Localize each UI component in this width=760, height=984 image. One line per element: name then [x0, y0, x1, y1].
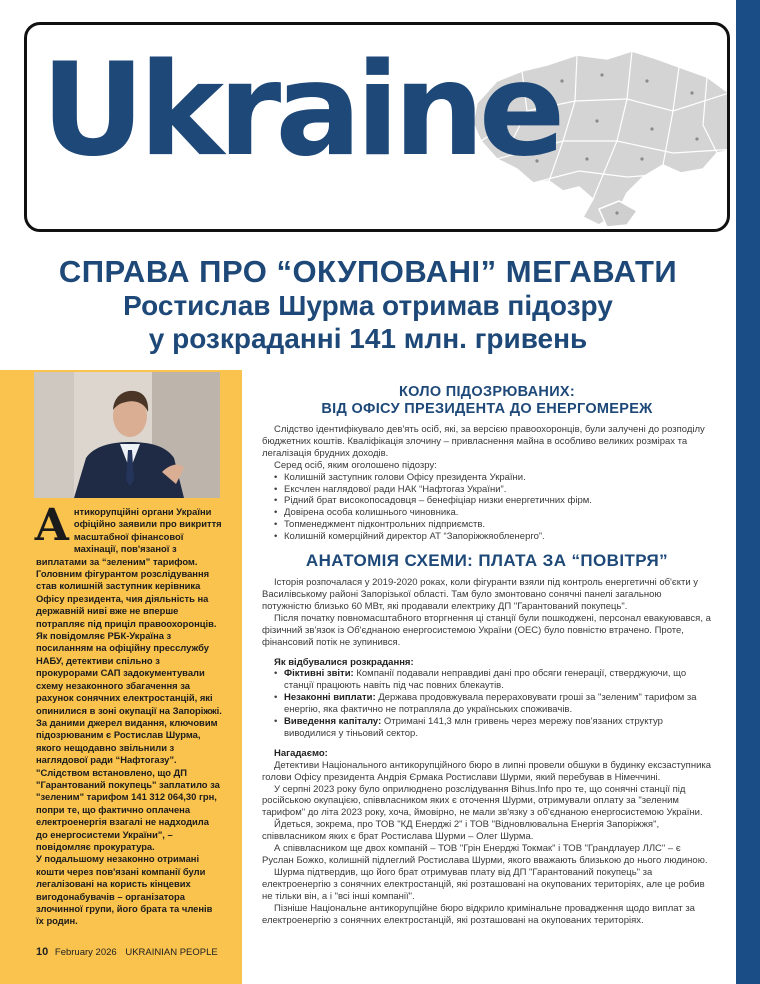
list-item-label: Незаконні виплати:	[284, 692, 376, 704]
list-item-label: Фіктивні звіти:	[284, 668, 354, 680]
paragraph: А співвласником ще двох компаній – ТОВ "Грін Енерджі Токмак" і ТОВ "Грандлауер ЛЛС" – є Руслан Божко, колишній підлеглий Ростислава Шурми, якого вважають близькою до нього людиною.	[262, 843, 708, 866]
portrait-image	[34, 372, 220, 498]
paragraph: Історія розпочалася у 2019-2020 роках, коли фігуранти взяли під контроль енергетичні об'єкти у Василівському районі Запорізької області. Там було змонтовано сонячні панелі загальною потужністю близько 60 МВт, які продавали електрику ДП "Гарантований покупець".	[262, 577, 699, 612]
page-footer	[36, 946, 218, 958]
paragraph: Пізніше Національне антикорупційне бюро відкрило кримінальне провадження щодо виплат за електроенергію з сонячних електростанцій, які розташовані на окупованих територіях.	[262, 902, 695, 926]
masthead-title: Ukraine	[41, 36, 560, 185]
sidebar-paragraph: Як повідомляє РБК-Україна з посиланням на офіційну пресслужбу НАБУ, детективи спільно з прокурорами САП задокументували схему незаконного збагачення за рахунок сонячних електростанцій, які опинилися в зоні окупації на Запоріжжі. За даними джерел видання, ключовим підозрюваним є Ростислав Шурма, якого нещодавно звільнили з наглядової ради “Нафтогазу”.	[36, 630, 222, 766]
headline-main: СПРАВА ПРО “ОКУПОВАНІ” МЕГАВАТИ	[58, 254, 678, 289]
list-item-label: Виведення капіталу:	[284, 716, 382, 728]
suspects-list	[262, 472, 712, 543]
sidebar-paragraph: У подальшому незаконно отримані кошти через пов'язані компанії були легалізовані на користь кінцевих вигодонабувачів – організатора злочинної групи, його брата та членів їх родин.	[36, 853, 213, 927]
main-article	[262, 384, 712, 926]
sidebar-article	[34, 500, 222, 928]
list-item: • Рідний брат високопосадовця – бенефіціар низки енергетичних фірм.	[274, 495, 712, 507]
sidebar-paragraph: "Слідством встановлено, що ДП "Гарантований покупець" заплатило за "зеленим" тарифом 141 312 064,30 грн, попри те, що фактично оплачена електроенергія взагалі не надходила до енергосистеми України", – повідомляє прокуратура.	[36, 766, 220, 852]
list-item: • Довірена особа колишнього чиновника.	[274, 507, 712, 519]
sidebar-text: нтикорупційні органи України офіційно заявили про викриття масштабної фінансової махінації, пов'язаної з виплатами за “зеленим” тарифом. Головним фігурантом розслідування став колишній заступник керівника Офісу президента, чия діяльність на державній ниві вже не вперше потрапляє під приціл правоохоронців.	[36, 506, 222, 629]
paragraph: Слідство ідентифікувало дев'ять осіб, які, за версією правоохоронців, були залучені до розподілу бюджетних коштів. Кваліфікація злочину – привласнення майна в особливо великих розмірах та легалізація брудних доходів.	[262, 424, 705, 459]
sidebar-paragraph	[34, 500, 222, 630]
sub-heading: Нагадаємо:	[274, 747, 328, 759]
paragraph: Після початку повномасштабного вторгнення ці станції були пошкоджені, персонал евакуювався, а фізичний зв'язок із Об'єднаною енергосистемою України (ОЕС) було повністю втрачено. Проте, фінансовий потік не зупинився.	[262, 612, 711, 648]
list-item	[262, 692, 712, 716]
sub-heading: Як відбувалися розкрадання:	[274, 656, 414, 668]
list-item: • Топменеджмент підконтрольних підприємств.	[274, 519, 712, 531]
headline-sub-2: у розкраданні 141 млн. гривень	[148, 323, 588, 354]
right-edge-bar	[736, 0, 760, 984]
list-item-text: Компанії подавали неправдиві дані про обсяги генерації, стверджуючи, що станції працюють навіть під час повних блекаутів.	[284, 668, 687, 692]
section-title: АНАТОМІЯ СХЕМИ: ПЛАТА ЗА “ПОВІТРЯ”	[305, 551, 669, 571]
drop-cap: А	[34, 500, 70, 551]
list-item-text: Отримані 141,3 млн гривень через мережу пов'язаних структур виводилися у тіньовий сектор.	[284, 716, 663, 739]
list-item	[262, 668, 712, 692]
page-number: 10	[36, 946, 49, 958]
portrait-photo	[34, 372, 220, 498]
masthead-box	[24, 22, 730, 232]
list-item: • Колишній заступник голови Офісу президента України.	[274, 472, 712, 484]
list-item	[262, 716, 712, 740]
list-item: • Ексчлен наглядової ради НАК “Нафтогаз України”.	[274, 484, 712, 496]
paragraph: Шурма підтвердив, що його брат отримував плату від ДП "Гарантований покупець" за електроенергію з сонячних електростанцій, які розташовані на окупованих територіях, але це робив не тільки він, а і "всі інші компанії".	[262, 866, 705, 902]
section-title-line: КОЛО ПІДОЗРЮВАНИХ:	[398, 384, 576, 400]
paragraph: У серпні 2023 року було оприлюднено розслідування Bihus.Info про те, що сонячні станції під російською окупацією, співвласником яких є оточення Шурми, отримували оплату за "зеленим тарифом" до літа 2023 року, хоча, ймовірно, не мали зв'язку з об'єднаною енергосистемою України.	[262, 783, 703, 819]
section-title-line: ВІД ОФІСУ ПРЕЗИДЕНТА ДО ЕНЕРГОМЕРЕЖ	[321, 401, 653, 417]
paragraph: Детективи Національного антикорупційного бюро в липні провели обшуки в будинку ексзаступника голови Офісу президента Андрія Єрмака Ростислави Шурми, який перебував в Німеччині.	[262, 759, 712, 783]
issue-date: February 2026	[54, 947, 117, 958]
magazine-name: UKRAINIAN PEOPLE	[125, 947, 218, 958]
list-item-text: Держава продовжувала перераховувати гроші за "зеленим" тарифом за енергію, яка фактично не потрапляла до українських споживачів.	[284, 692, 697, 716]
list-intro: Серед осіб, яким оголошено підозру:	[274, 459, 437, 471]
paragraph: Йдеться, зокрема, про ТОВ "КД Енерджі 2" і ТОВ "Відновлювальна Енергія Запоріжжя", співвласником яких є брат Ростислава Шурми – Олег Шурма.	[262, 819, 660, 843]
list-item: • Колишній комерційний директор АТ “Запоріжжяобленерго”.	[274, 531, 712, 543]
headline-sub-1: Ростислав Шурма отримав підозру	[123, 290, 613, 321]
